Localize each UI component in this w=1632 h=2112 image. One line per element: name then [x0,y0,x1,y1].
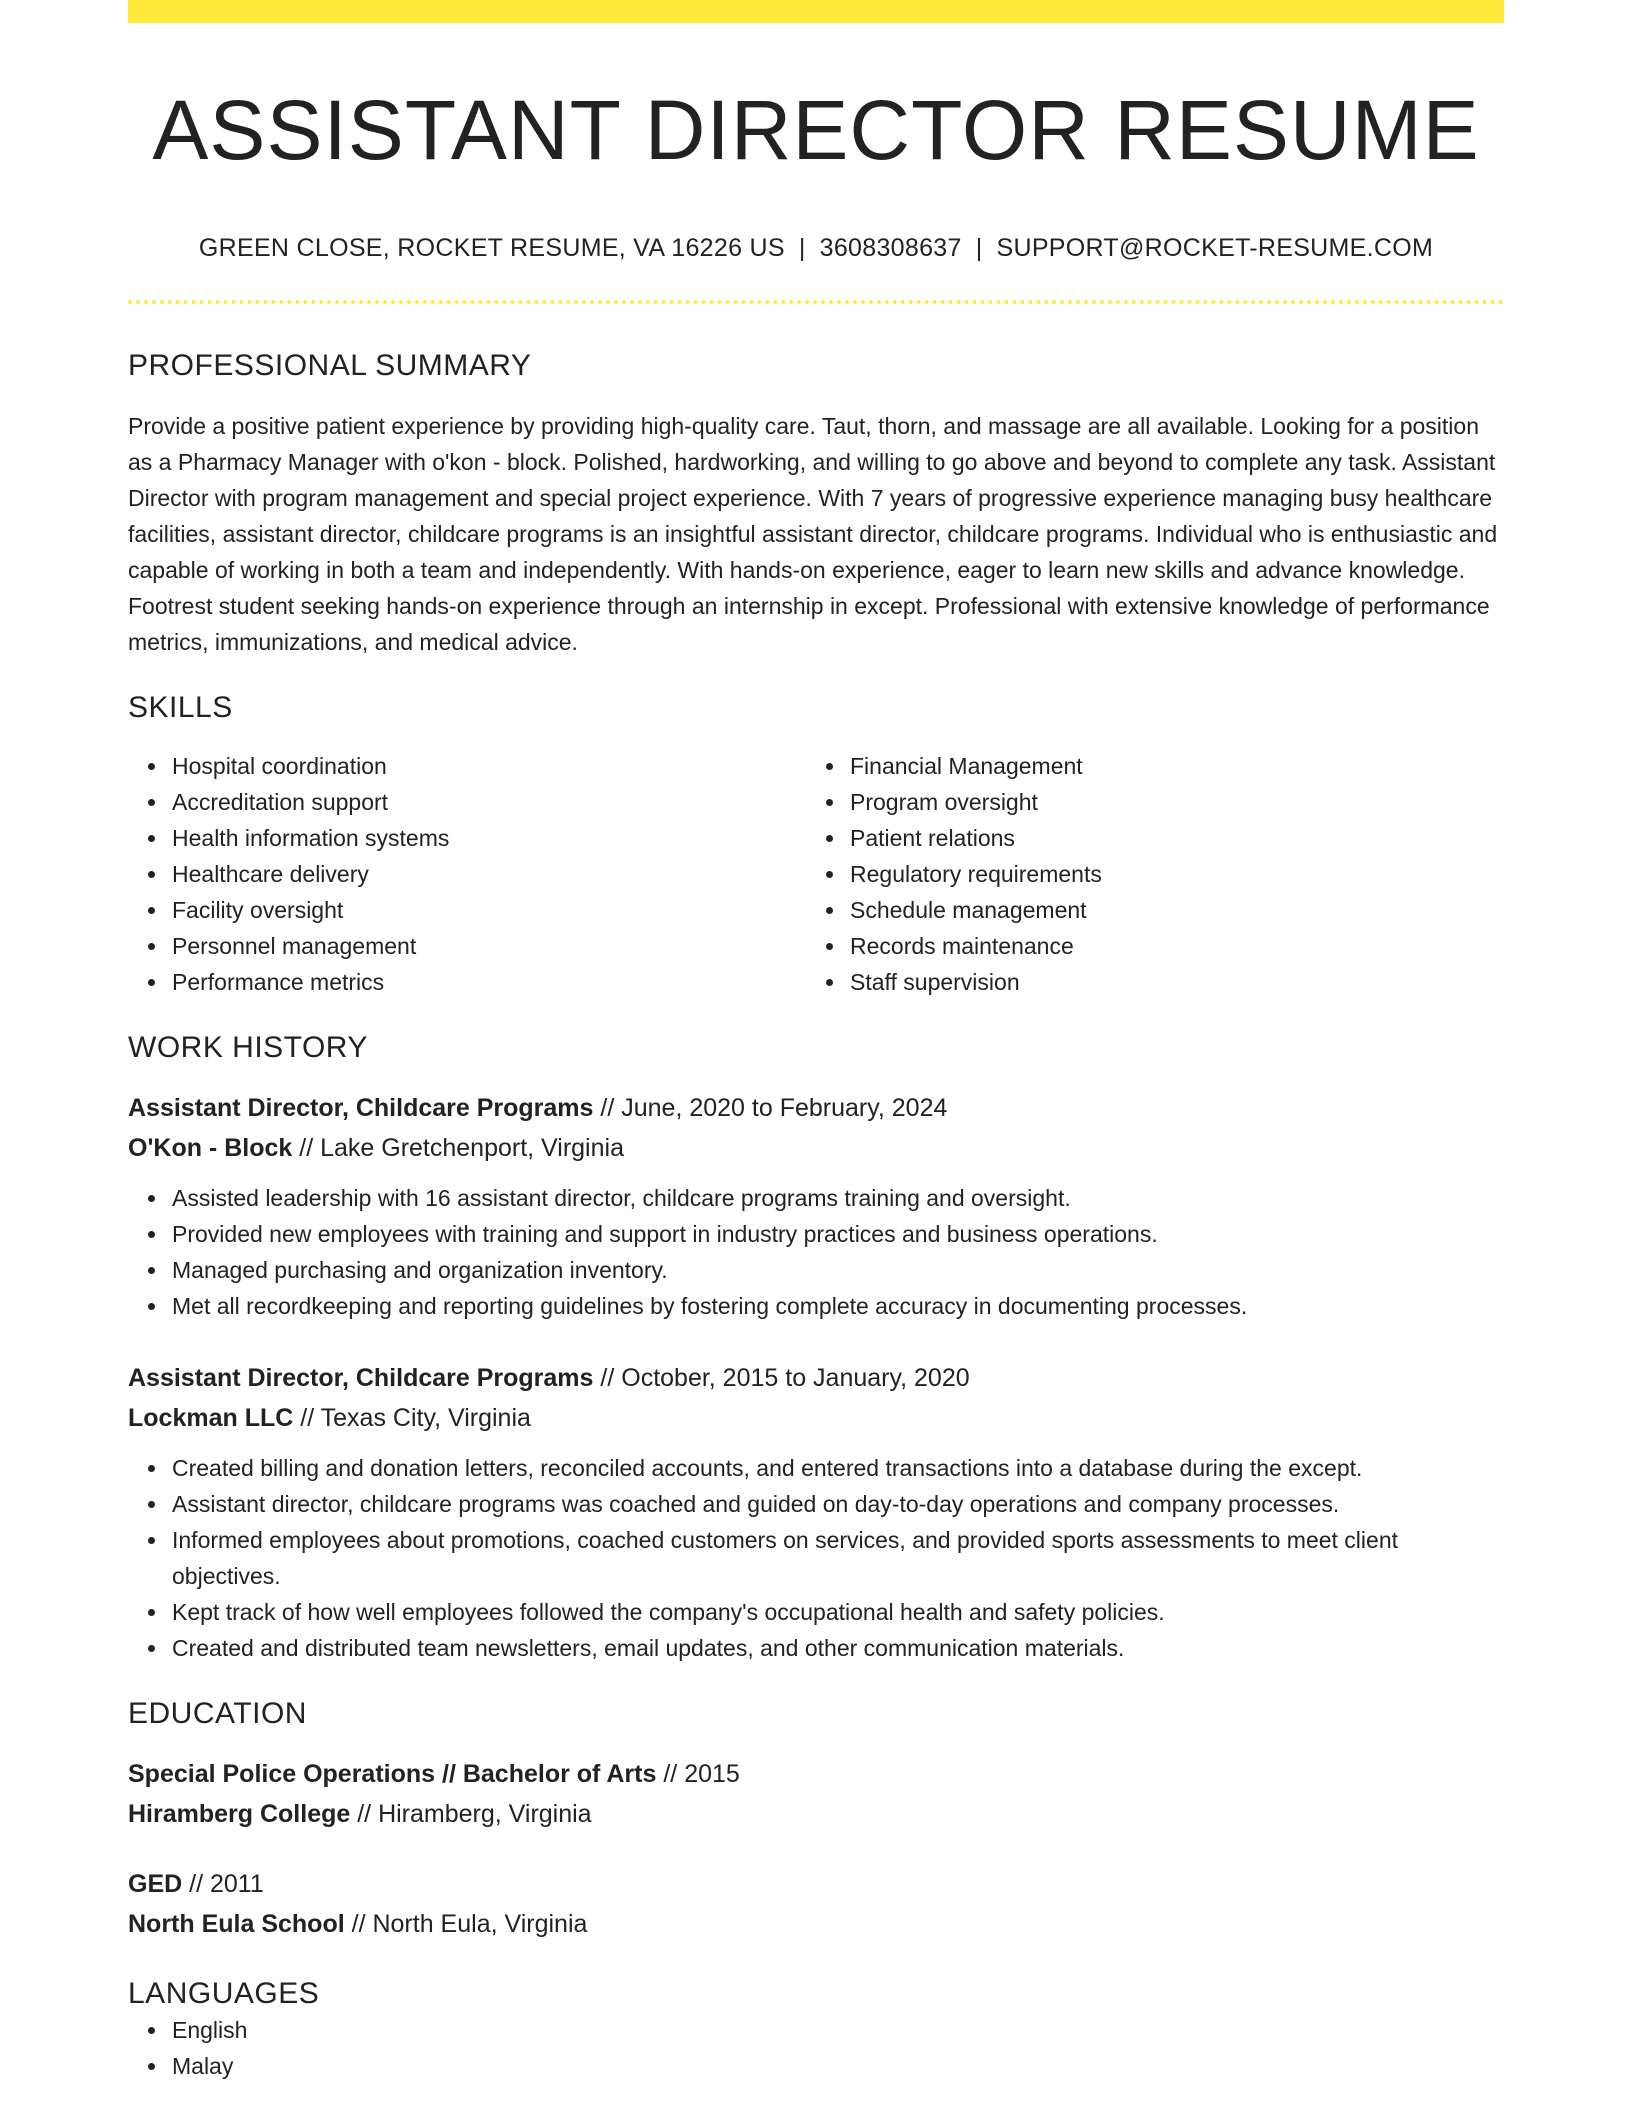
skill-item: Program oversight [850,784,1484,820]
education-school-line [128,1794,1504,1834]
skill-item: Healthcare delivery [172,856,806,892]
job-title: Assistant Director, Childcare Programs [128,1364,594,1392]
language-item: English [172,2012,1504,2048]
education-degree-line [128,1754,1504,1794]
skills-heading: SKILLS [128,691,233,724]
job-dates: // June, 2020 to February, 2024 [600,1094,948,1122]
job-title-line [128,1088,1504,1128]
education-degree: GED [128,1870,183,1898]
job-title-line [128,1358,1504,1398]
job-location: // Lake Gretchenport, Virginia [299,1134,624,1162]
skill-item: Hospital coordination [172,748,806,784]
education-year: // 2015 [663,1760,740,1788]
education-location: // Hiramberg, Virginia [357,1800,592,1828]
education-degree-line [128,1864,1504,1904]
job-bullet: Created billing and donation letters, reconciled accounts, and entered transactions into a database during the except. [172,1450,1504,1486]
education-heading: EDUCATION [128,1697,307,1730]
summary-heading: PROFESSIONAL SUMMARY [128,349,532,382]
contact-separator: | [798,234,806,262]
skills-list-right [806,748,1484,1000]
job-bullets [128,1180,1504,1324]
education-school: North Eula School [128,1910,345,1938]
skill-item: Facility oversight [172,892,806,928]
job-company-line [128,1128,1504,1168]
languages-heading: LANGUAGES [128,1977,320,2010]
resume-page [128,0,1504,2084]
job-company-line [128,1398,1504,1438]
job-company: O'Kon - Block [128,1134,293,1162]
education-school-line [128,1904,1504,1944]
skill-item: Financial Management [850,748,1484,784]
skill-item: Personnel management [172,928,806,964]
job-bullet: Managed purchasing and organization inventory. [172,1252,1504,1288]
resume-title: ASSISTANT DIRECTOR RESUME [152,83,1480,177]
skill-item: Regulatory requirements [850,856,1484,892]
contact-phone: 3608308637 [819,234,962,262]
skill-item: Staff supervision [850,964,1484,1000]
contact-address: GREEN CLOSE, ROCKET RESUME, VA 16226 US [198,234,785,262]
job-bullet: Met all recordkeeping and reporting guidelines by fostering complete accuracy in documenting processes. [172,1288,1504,1324]
languages-list [128,2012,1504,2084]
job-bullet: Kept track of how well employees followed the company's occupational health and safety policies. [172,1594,1504,1630]
education-entry [128,1754,1504,1834]
job-company: Lockman LLC [128,1404,294,1432]
skill-item: Accreditation support [172,784,806,820]
contact-email: SUPPORT@ROCKET-RESUME.COM [996,234,1434,262]
job-bullet: Created and distributed team newsletters, email updates, and other communication materials. [172,1630,1504,1666]
education-entry [128,1864,1504,1944]
skills-list-left [128,748,806,1000]
contact-line [128,233,1504,263]
education-year: // 2011 [189,1870,264,1898]
skill-item: Performance metrics [172,964,806,1000]
job-dates: // October, 2015 to January, 2020 [600,1364,970,1392]
job-bullet: Informed employees about promotions, coached customers on services, and provided sports assessments to meet client objectives. [172,1522,1504,1594]
skill-item: Health information systems [172,820,806,856]
education-degree: Special Police Operations // Bachelor of Arts [128,1760,657,1788]
job-bullet: Provided new employees with training and support in industry practices and business operations. [172,1216,1504,1252]
skill-item: Records maintenance [850,928,1484,964]
job-entry [128,1358,1504,1666]
dotted-divider [128,300,1504,304]
job-bullet: Assisted leadership with 16 assistant director, childcare programs training and oversight. [172,1180,1504,1216]
skill-item: Schedule management [850,892,1484,928]
job-entry [128,1088,1504,1324]
work-history-heading: WORK HISTORY [128,1031,368,1064]
job-title: Assistant Director, Childcare Programs [128,1094,594,1122]
skills-grid [128,748,1504,1000]
education-school: Hiramberg College [128,1800,351,1828]
summary-text: Provide a positive patient experience by providing high-quality care. Taut, thorn, and massage are all available. Looking for a position as a Pharmacy Manager with o'kon - block. Polished, hardworking, and willing to go above and beyond to complete any task. Assistant Director with program management and special project experience. With 7 years of progressive experience managing busy healthcare facilities, assistant director, childcare programs is an insightful assistant director, childcare programs. Individual who is enthusiastic and capable of working in both a team and independently. With hands-on experience, eager to learn new skills and advance knowledge. Footrest student seeking hands-on experience through an internship in except. Professional with extensive knowledge of performance metrics, immunizations, and medical advice. [128,413,1498,655]
contact-separator: | [975,234,983,262]
job-location: // Texas City, Virginia [300,1404,531,1432]
language-item: Malay [172,2048,1504,2084]
skill-item: Patient relations [850,820,1484,856]
job-bullet: Assistant director, childcare programs was coached and guided on day-to-day operations and company processes. [172,1486,1504,1522]
education-location: // North Eula, Virginia [351,1910,588,1938]
job-bullets [128,1450,1504,1666]
